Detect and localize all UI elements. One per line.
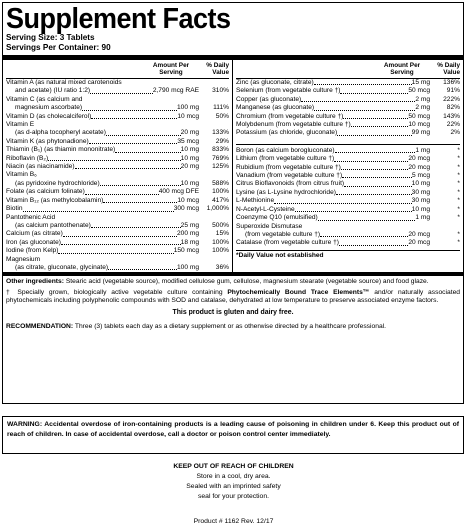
nutrient-amount: 10 mcg (177, 196, 199, 204)
nutrient-row (236, 104, 460, 112)
leader-dots (274, 203, 412, 204)
nutrient-daily-value: * (457, 197, 460, 205)
recommendation: RECOMMENDATION: Three (3) tablets each day as a dietary supplement or as otherwise directed by a healthcare professional. (6, 323, 387, 331)
nutrient-daily-value: 588% (212, 179, 229, 187)
nutrient-daily-value: 111% (213, 104, 229, 112)
nutrient-amount: 2,790 mcg RAE (152, 87, 199, 95)
nutrient-daily-value: 2% (450, 129, 460, 137)
nutrient-name: Vitamin C (as calcium and (6, 95, 83, 103)
nutrient-amount: 20 mg (180, 129, 199, 137)
leader-dots (115, 152, 180, 153)
nutrient-daily-value: 769% (212, 154, 229, 162)
nutrient-name: Vitamin K (as phytonadione) (6, 137, 89, 145)
nutrient-row (236, 87, 460, 95)
nutrient-item (236, 144, 460, 155)
nutrient-amount: 10 mg (411, 205, 430, 213)
nutrient-item (236, 113, 460, 121)
nutrient-name: Vitamin A (as natural mixed carotenoids (6, 79, 122, 86)
nutrient-amount: 10 mg (411, 180, 430, 188)
nutrient-item (6, 138, 229, 146)
nutrient-name: (as calcium pantothenate) (15, 221, 91, 229)
nutrient-item (236, 164, 460, 172)
nutrient-item (236, 96, 460, 104)
leader-dots (334, 161, 408, 162)
nutrient-amount: 10 mg (180, 154, 199, 162)
nutrient-name: Selenium (from vegetable culture †) (236, 87, 341, 95)
nutrient-daily-value: 100% (212, 247, 229, 255)
leader-dots (340, 93, 408, 94)
leader-dots (85, 194, 159, 195)
nutrient-name: Vanadium (from vegetable culture †) (236, 172, 343, 180)
nutrient-daily-value: 29% (215, 137, 229, 145)
nutrient-item (6, 113, 229, 121)
nutrient-amount: 10 mcg (408, 121, 430, 129)
nutrient-daily-value: 100% (212, 238, 229, 246)
leader-dots (75, 168, 181, 169)
leader-dots (23, 211, 174, 212)
nutrient-amount: 50 mcg (408, 112, 430, 120)
nutrient-name: Lysine (as L-Lysine hydrochloride) (236, 188, 336, 196)
nutrient-daily-value: 125% (212, 163, 229, 171)
nutrient-amount: 2 mg (415, 104, 430, 112)
leader-dots (351, 126, 409, 127)
nutrient-item (6, 239, 229, 247)
product-number: Product # 1162 Rev. 12/17 (193, 518, 274, 525)
nutrient-amount: 10 mg (180, 146, 199, 154)
nutrient-daily-value: 143% (443, 112, 460, 120)
nutrient-amount: 10 mcg (177, 112, 199, 120)
nutrient-name: Rubidium (from vegetable culture †) (236, 163, 341, 171)
supplement-facts-panel (2, 2, 464, 404)
storage-line: seal for your protection. (197, 493, 270, 500)
nutrient-daily-value: 91% (446, 87, 460, 95)
nutrient-name-line (236, 223, 460, 231)
nutrient-daily-value: 222% (443, 95, 460, 103)
nutrient-item (236, 206, 460, 214)
nutrient-name: Iron (as gluconate) (6, 238, 61, 246)
nutrient-row (236, 239, 460, 247)
servings-per-container: Servings Per Container: 90 (6, 43, 111, 52)
nutrient-item (236, 121, 460, 129)
nutrient-amount: 20 mcg (408, 230, 430, 238)
nutrient-row (236, 79, 460, 87)
nutrient-name: Vitamin D (as cholecalciferol) (6, 112, 92, 120)
nutrient-item (236, 239, 460, 247)
nutrient-item (6, 205, 229, 213)
nutrient-daily-value: 50% (215, 112, 229, 120)
nutrient-name: Boron (as calcium borogluconate) (236, 146, 335, 154)
dagger-note: † Specially grown, biologically active vegetable culture containing Phytochemically Bound Trace Elements™ and/or naturally associated phytochemicals including polyphenolic compounds with SOD and catalase, dehydrated at low temperature to preserve associated enzyme factors. (6, 288, 461, 304)
left-column (6, 60, 233, 272)
leader-dots (63, 236, 177, 237)
leader-dots (339, 245, 408, 246)
leader-dots (318, 220, 416, 221)
leader-dots (335, 152, 416, 153)
nutrient-row (6, 230, 229, 238)
nutrient-name: Lithium (from vegetable culture †) (236, 155, 335, 163)
storage-line: Sealed with an imprinted safety (186, 483, 281, 490)
nutrient-daily-value: 833% (212, 146, 229, 154)
nutrient-daily-value: * (457, 214, 460, 222)
nutrient-row (6, 146, 229, 154)
iron-warning: WARNING: Accidental overdose of iron-containing products is a leading cause of poisoning in children under 6. Keep this product out of reach of children. In case of accidental overdose, call a doctor or poison control center immediately. (2, 416, 464, 454)
nutrient-row (6, 180, 229, 188)
nutrient-row (236, 180, 460, 188)
nutrient-name: Iodine (from Kelp) (6, 247, 59, 255)
nutrient-name: Vitamin B₁₂ (as methylcobalamin) (6, 196, 104, 204)
nutrient-daily-value: * (457, 230, 460, 238)
nutrient-item (6, 230, 229, 238)
leader-dots (103, 202, 177, 203)
leader-dots (61, 244, 181, 245)
nutrient-row (6, 163, 229, 171)
nutrient-row (236, 113, 460, 121)
nutrient-row (6, 129, 229, 137)
nutrient-name: Superoxide Dismutase (236, 222, 303, 230)
nutrient-item (236, 87, 460, 95)
nutrient-amount: 100 mg (177, 263, 199, 271)
nutrient-row (236, 197, 460, 205)
nutrient-daily-value: * (457, 155, 460, 163)
left-column-header (6, 60, 229, 79)
nutrient-daily-value: 417% (212, 196, 229, 204)
leader-dots (91, 118, 177, 119)
nutrient-name: Folate (as calcium folinate) (6, 188, 85, 196)
nutrient-item (236, 197, 460, 205)
nutrient-amount: 30 mg (411, 188, 430, 196)
nutrient-name: Zinc (as gluconate, citrate) (236, 79, 314, 86)
nutrient-name: Manganese (as gluconate) (236, 104, 315, 112)
nutrient-amount: 300 mcg (173, 205, 199, 213)
nutrient-name: Riboflavin (B₂) (6, 154, 49, 162)
nutrient-item (236, 172, 460, 180)
leader-dots (336, 194, 412, 195)
nutrient-name: (as d-alpha tocopheryl acetate) (15, 129, 106, 137)
nutrient-name: Magnesium (6, 255, 41, 263)
nutrient-row (6, 104, 229, 112)
nutrient-item (6, 121, 229, 138)
nutrient-amount: 25 mg (180, 221, 199, 229)
nutrient-row (6, 138, 229, 146)
daily-value-header: % Daily Value (437, 62, 460, 76)
leader-dots (100, 185, 181, 186)
nutrient-row (236, 214, 460, 222)
nutrient-amount: 100 mg (177, 104, 199, 112)
nutrient-row (6, 87, 229, 95)
nutrient-row (6, 113, 229, 121)
nutrient-name: (as citrate, gluconate, glycinate) (15, 263, 109, 271)
nutrient-amount: 20 mcg (408, 239, 430, 247)
nutrient-item (6, 79, 229, 96)
nutrient-daily-value: 22% (446, 121, 460, 129)
nutrient-name: Calcium (as citrate) (6, 230, 63, 238)
right-nutrient-list (236, 79, 460, 248)
nutrient-daily-value: 136% (443, 79, 460, 86)
nutrient-name: Coenzyme Q10 (emulsified) (236, 214, 318, 222)
nutrient-row (6, 155, 229, 163)
leader-dots (48, 160, 181, 161)
nutrient-name-line (6, 121, 229, 129)
nutrient-amount: 15 mg (411, 79, 430, 86)
nutrient-item (6, 197, 229, 205)
nutrient-row (6, 247, 229, 255)
nutrient-row (236, 121, 460, 129)
nutrient-amount: 35 mcg (177, 137, 199, 145)
nutrient-amount: 200 mg (177, 230, 199, 238)
leader-dots (82, 110, 177, 111)
nutrient-daily-value: * (457, 180, 460, 188)
nutrient-daily-value: * (457, 188, 460, 196)
nutrient-item (6, 188, 229, 196)
nutrient-name: Vitamin E (6, 121, 35, 129)
nutrient-item (6, 247, 229, 255)
nutrient-name: Chromium (from vegetable culture †) (236, 112, 344, 120)
amount-header: Amount Per Serving (383, 62, 421, 76)
nutrient-daily-value: 1,000% (206, 205, 229, 213)
nutrient-daily-value: * (457, 146, 460, 154)
nutrient-amount: 18 mg (180, 238, 199, 246)
nutrient-row (236, 206, 460, 214)
nutrient-daily-value: * (457, 172, 460, 180)
nutrient-row (236, 155, 460, 163)
nutrient-name: (as pyridoxine hydrochloride) (15, 179, 100, 187)
nutrient-item (6, 163, 229, 171)
leader-dots (106, 135, 181, 136)
nutrient-item (6, 256, 229, 273)
nutrient-amount: 2 mg (415, 95, 430, 103)
nutrient-daily-value: 500% (212, 221, 229, 229)
nutrient-amount: 20 mg (180, 163, 199, 171)
nutrient-amount: 10 mg (180, 179, 199, 187)
nutrient-item (236, 214, 460, 222)
nutrient-name: Molybdenum (from vegetable culture †) (236, 121, 351, 129)
nutrient-amount: 50 mcg (408, 87, 430, 95)
nutrient-name: Potassium (as chloride, gluconate) (236, 129, 338, 137)
nutrient-name: Citrus Bioflavonoids (from citrus fruit) (236, 180, 345, 188)
leader-dots (344, 186, 412, 187)
leader-dots (295, 211, 412, 212)
nutrient-item (6, 96, 229, 113)
leader-dots (301, 101, 415, 102)
nutrient-name: Copper (as gluconate) (236, 95, 302, 103)
left-nutrient-list (6, 79, 229, 272)
nutrient-name: magnesium ascorbate) (15, 104, 83, 112)
gluten-free-statement: This product is gluten and dairy free. (172, 309, 294, 317)
right-column (233, 60, 460, 272)
nutrient-item (6, 146, 229, 154)
nutrient-name: Pantothenic Acid (6, 213, 56, 221)
nutrient-item (236, 180, 460, 188)
nutrient-name: (from vegetable culture †) (245, 230, 321, 238)
nutrient-item (236, 223, 460, 240)
keep-heading: KEEP OUT OF REACH OF CHILDREN (173, 463, 294, 470)
nutrient-row (236, 189, 460, 197)
nutrient-name-line (6, 256, 229, 264)
nutrient-name: Catalase (from vegetable culture †) (236, 239, 339, 247)
nutrient-name: and acetate) (IU ratio 1:2) (15, 87, 91, 95)
serving-size: Serving Size: 3 Tablets (6, 33, 95, 42)
leader-dots (89, 143, 178, 144)
nutrient-item (6, 155, 229, 163)
bottom-rule (3, 272, 463, 276)
nutrient-amount: 400 mcg DFE (158, 188, 199, 196)
panel-title: Supplement Facts (6, 3, 231, 35)
other-ingredients: Other ingredients: Stearic acid (vegetable source), modified cellulose gum, cellulose, magnesium stearate (vegetable source) and food glaze. (6, 278, 429, 286)
nutrient-name-line (6, 171, 229, 179)
nutrient-name-line (6, 79, 229, 87)
nutrient-item (6, 171, 229, 188)
nutrient-amount: 20 mcg (408, 163, 430, 171)
nutrient-daily-value: * (457, 163, 460, 171)
nutrient-name: N-Acetyl-L-Cysteine (236, 205, 295, 213)
storage-line: Store in a cool, dry area. (196, 473, 271, 480)
leader-dots (58, 253, 173, 254)
leader-dots (337, 135, 412, 136)
nutrient-amount: 99 mg (411, 129, 430, 137)
nutrient-row (236, 172, 460, 180)
nutrient-row (6, 188, 229, 196)
nutrient-daily-value: * (457, 205, 460, 213)
nutrient-daily-value: 133% (212, 129, 229, 137)
amount-header: Amount Per Serving (152, 62, 190, 76)
leader-dots (343, 118, 408, 119)
leader-dots (91, 227, 181, 228)
nutrient-row (236, 129, 460, 137)
leader-dots (314, 110, 415, 111)
nutrient-amount: 150 mcg (173, 247, 199, 255)
nutrient-row (236, 147, 460, 155)
leader-dots (320, 236, 408, 237)
nutrient-item (236, 104, 460, 112)
leader-dots (342, 177, 412, 178)
leader-dots (90, 93, 153, 94)
nutrient-row (236, 231, 460, 239)
leader-dots (341, 169, 409, 170)
daily-value-note: *Daily Value not established (236, 250, 460, 260)
nutrient-amount: 1 mg (415, 146, 430, 154)
nutrient-item (236, 129, 460, 137)
nutrient-name-line (6, 96, 229, 104)
nutrient-row (6, 239, 229, 247)
nutrient-amount: 30 mg (411, 197, 430, 205)
nutrient-item (236, 189, 460, 197)
nutrient-daily-value: 82% (446, 104, 460, 112)
nutrient-columns (6, 60, 460, 272)
nutrient-row (6, 222, 229, 230)
daily-value-header: % Daily Value (206, 62, 229, 76)
nutrient-amount: 20 mcg (408, 155, 430, 163)
nutrient-item (6, 214, 229, 231)
nutrient-row (236, 96, 460, 104)
nutrient-daily-value: 100% (212, 188, 229, 196)
nutrient-daily-value: * (457, 239, 460, 247)
storage-info (0, 462, 467, 502)
nutrient-item (236, 79, 460, 87)
leader-dots (108, 269, 177, 270)
nutrient-row (6, 205, 229, 213)
right-column-header (236, 60, 460, 79)
nutrient-amount: 1 mg (415, 214, 430, 222)
nutrient-name: Niacin (as niacinamide) (6, 163, 75, 171)
nutrient-name-line (6, 214, 229, 222)
nutrient-daily-value: 15% (215, 230, 229, 238)
nutrient-name: Biotin (6, 205, 23, 213)
leader-dots (314, 84, 412, 85)
nutrient-name: Thiamin (B₁) (as thiamin mononitrate) (6, 146, 116, 154)
nutrient-row (6, 197, 229, 205)
nutrient-name: Vitamin B₆ (6, 171, 37, 179)
nutrient-amount: 5 mcg (412, 172, 430, 180)
nutrient-daily-value: 36% (215, 263, 229, 271)
nutrient-row (6, 264, 229, 272)
nutrient-item (236, 155, 460, 163)
nutrient-name: L-Methionine (236, 197, 275, 205)
nutrient-row (236, 164, 460, 172)
nutrient-daily-value: 310% (212, 87, 229, 95)
